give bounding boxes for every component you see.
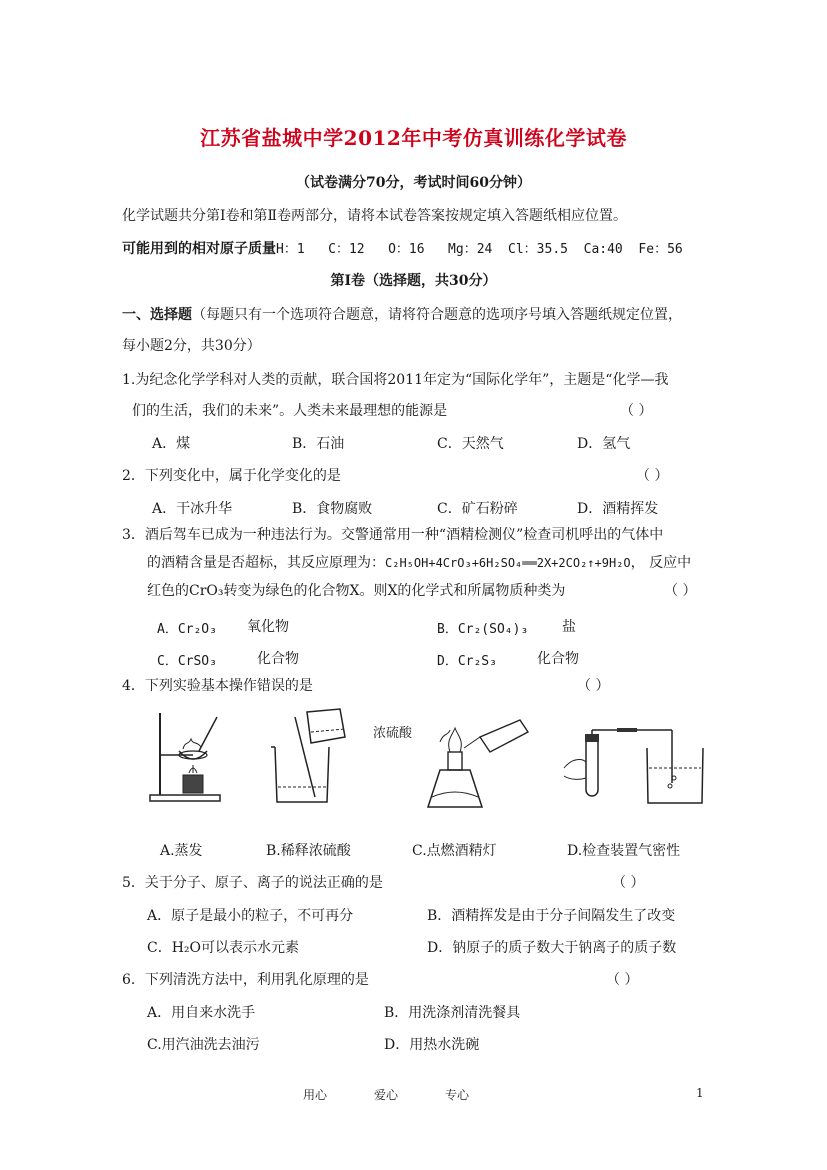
q3-option-a-formula: A．Cr₂O₃ bbox=[157, 622, 217, 637]
q2-option-a: A．干冰升华 bbox=[152, 501, 233, 517]
q4-stem: 4．下列实验基本操作错误的是 bbox=[122, 678, 313, 694]
q4-answer-paren: （ ） bbox=[577, 678, 610, 694]
q2-option-b: B．食物腐败 bbox=[292, 501, 373, 517]
q2-option-d: D．酒精挥发 bbox=[577, 501, 659, 517]
exam-title: 江苏省盐城中学2012年中考仿真训练化学试卷 bbox=[200, 126, 627, 150]
atomic-mass-label: 可能用到的相对原子质量 bbox=[122, 241, 276, 257]
q1-option-a: A．煤 bbox=[152, 436, 191, 452]
footer-item-focus: 专心 bbox=[445, 1088, 470, 1102]
airtightness-check-figure bbox=[562, 728, 712, 808]
q6-stem: 6．下列清洗方法中，利用乳化原理的是 bbox=[122, 972, 369, 988]
part-one-label: 一、选择题 bbox=[122, 307, 192, 323]
footer-item-care: 用心 bbox=[303, 1088, 328, 1102]
page-number: 1 bbox=[696, 1086, 704, 1100]
dilute-acid-figure bbox=[265, 707, 415, 807]
intro-text: 化学试题共分第Ⅰ卷和第Ⅱ卷两部分，请将本试卷答案按规定填入答题纸相应位置。 bbox=[122, 208, 628, 224]
footer-item-love: 爱心 bbox=[374, 1088, 399, 1102]
q5-answer-paren: （ ） bbox=[612, 875, 645, 891]
q6-option-b: B．用洗涤剂清洗餐具 bbox=[384, 1005, 521, 1021]
q4-option-b: B.稀释浓硫酸 bbox=[266, 843, 351, 859]
q6-option-a: A．用自来水洗手 bbox=[147, 1005, 256, 1021]
q3-option-b-formula: B．Cr₂(SO₄)₃ bbox=[437, 622, 529, 637]
q3-option-b-type: 盐 bbox=[562, 619, 576, 635]
q5-option-d: D．钠原子的质子数大于钠离子的质子数 bbox=[427, 940, 677, 956]
q3-line2 bbox=[147, 552, 691, 572]
part-one-instruction: （每题只有一个选项符合题意，请将符合题意的选项序号填入答题纸规定位置， bbox=[192, 307, 682, 323]
q3-option-a-type: 氧化物 bbox=[247, 619, 289, 635]
q3-line2-prefix: 的酒精含量是否超标，其反应原理为： bbox=[147, 555, 385, 571]
q6-answer-paren: （ ） bbox=[606, 972, 639, 988]
q1-option-d: D．氢气 bbox=[577, 436, 631, 452]
q1-option-c: C．天然气 bbox=[437, 436, 504, 452]
atomic-mass-values: H：1 C：12 O：16 Mg：24 Cl：35.5 Ca:40 Fe：56 bbox=[276, 242, 683, 257]
part-one-line bbox=[122, 304, 682, 324]
q3-line3: 红色的CrO₃转变为绿色的化合物X。则X的化学式和所属物质种类为 bbox=[147, 583, 566, 599]
evaporation-apparatus-figure bbox=[145, 705, 235, 805]
alcohol-lamp-figure bbox=[420, 712, 530, 812]
q3-option-d-formula: D．Cr₂S₃ bbox=[437, 654, 497, 669]
q5-option-c: C．H₂O可以表示水元素 bbox=[147, 940, 300, 956]
q4-option-c: C.点燃酒精灯 bbox=[412, 843, 497, 859]
q2-stem: 2．下列变化中，属于化学变化的是 bbox=[122, 468, 341, 484]
q3-line2-suffix: ， 反应中 bbox=[630, 555, 692, 571]
exam-subtitle: （试卷满分70分，考试时间60分钟） bbox=[296, 175, 531, 191]
q2-option-c: C．矿石粉碎 bbox=[437, 501, 518, 517]
q3-option-d-type: 化合物 bbox=[537, 651, 579, 667]
q1-option-b: B．石油 bbox=[292, 436, 345, 452]
section-heading: 第Ⅰ卷（选择题，共30分） bbox=[330, 273, 497, 289]
q4-option-a: A.蒸发 bbox=[160, 843, 203, 859]
q5-option-b: B．酒精挥发是由于分子间隔发生了改变 bbox=[427, 908, 676, 924]
q6-option-c: C.用汽油洗去油污 bbox=[147, 1037, 260, 1053]
q3-equation: C₂H₅OH+4CrO₃+6H₂SO₄══2X+2CO₂↑+9H₂O bbox=[385, 556, 631, 570]
part-one-instruction-2: 每小题2分，共30分） bbox=[122, 338, 261, 354]
q5-option-a: A．原子是最小的粒子，不可再分 bbox=[147, 908, 354, 924]
q3-option-c-type: 化合物 bbox=[257, 651, 299, 667]
q1-answer-paren: （ ） bbox=[620, 403, 653, 419]
q4-option-d: D.检查装置气密性 bbox=[567, 843, 681, 859]
q3-line1: 3．酒后驾车已成为一种违法行为。交警通常用一种“酒精检测仪”检查司机呼出的气体中 bbox=[122, 527, 664, 543]
q1-line2: 们的生活，我们的未来”。人类未来最理想的能源是 bbox=[132, 403, 448, 419]
q3-option-c-formula: C．CrSO₃ bbox=[157, 654, 217, 669]
concentrated-sulfuric-acid-label: 浓硫酸 bbox=[373, 726, 413, 741]
q2-answer-paren: （ ） bbox=[636, 468, 669, 484]
q3-answer-paren: （ ） bbox=[664, 583, 697, 599]
q6-option-d: D．用热水洗碗 bbox=[384, 1037, 480, 1053]
q1-line1: 1.为纪念化学学科对人类的贡献，联合国将2011年定为“国际化学年”，主题是“化学—我 bbox=[122, 372, 669, 388]
atomic-mass-line bbox=[122, 238, 683, 258]
q5-stem: 5．关于分子、原子、离子的说法正确的是 bbox=[122, 875, 383, 891]
